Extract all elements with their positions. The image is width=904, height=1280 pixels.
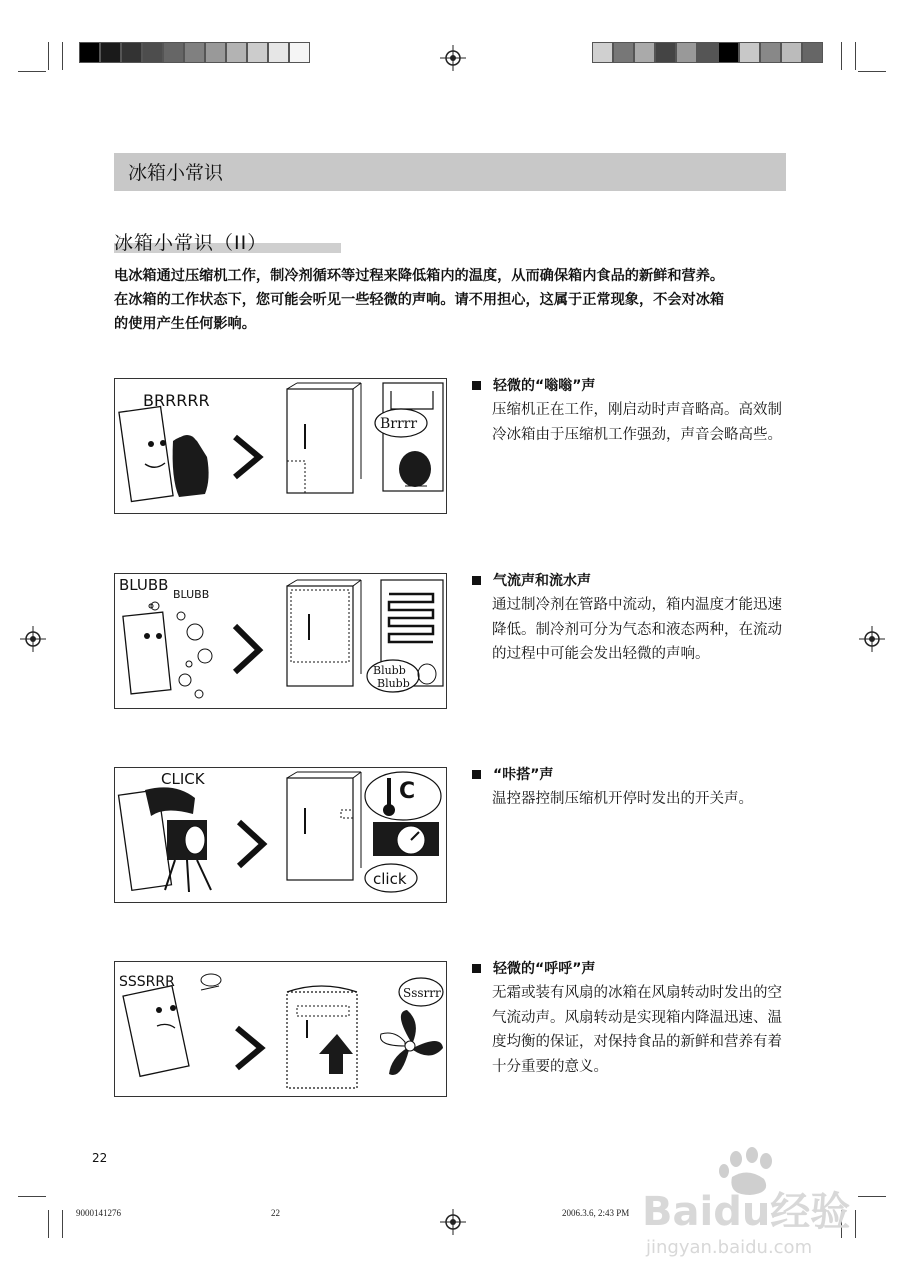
bubble-text: Blubb (377, 677, 410, 690)
item-flow (472, 570, 792, 667)
watermark-url: jingyan.baidu.com (646, 1237, 813, 1258)
intro-line: 电冰箱通过压缩机工作，制冷剂循环等过程来降低箱内的温度，从而确保箱内食品的新鲜和营养。 (114, 268, 725, 284)
bubble-text: Blubb (373, 664, 406, 677)
registration-target-icon (859, 626, 885, 652)
bubble-text: Brrrr (380, 416, 418, 432)
sound-text-big: BRRRRR (143, 391, 210, 410)
intro-line: 在冰箱的工作状态下，您可能会听见一些轻微的声响。请不用担心，这属于正常现象，不会对冰箱 (114, 292, 725, 308)
bullet-icon (472, 381, 481, 390)
sound-text-big: CLICK (161, 770, 205, 788)
subtitle: 冰箱小常识（II） (114, 232, 268, 254)
item-heading: 轻微的“嗡嗡”声 (493, 378, 596, 394)
bullet-icon (472, 964, 481, 973)
item-heading: 轻微的“呼呼”声 (493, 961, 596, 977)
bullet-icon (472, 770, 481, 779)
footer-page: 22 (271, 1208, 280, 1218)
intro-line: 的使用产生任何影响。 (114, 316, 256, 332)
bullet-icon (472, 576, 481, 585)
bubble-text: click (373, 870, 407, 888)
item-heading: 气流声和流水声 (493, 573, 591, 589)
item-description: 通过制冷剂在管路中流动，箱内温度才能迅速降低。制冷剂可分为气态和液态两种，在流动的过程中可能会发出轻微的声响。 (492, 597, 782, 662)
registration-target-icon (440, 1209, 466, 1235)
page-number: 22 (92, 1151, 108, 1165)
watermark-brand: Baidu经验 (642, 1189, 851, 1235)
item-humming (472, 375, 792, 447)
thermo-unit: C (399, 779, 416, 804)
color-calibration-bar-left (79, 42, 310, 63)
intro-paragraph (114, 264, 790, 336)
section-title: 冰箱小常识 (128, 162, 224, 184)
item-fan (472, 958, 792, 1079)
registration-target-icon (20, 626, 46, 652)
illustration-fan (114, 961, 447, 1097)
item-description: 无霜或装有风扇的冰箱在风扇转动时发出的空气流动声。风扇转动是实现箱内降温迅速、温度均衡的保证，对保持食品的新鲜和营养有着十分重要的意义。 (492, 985, 782, 1075)
baidu-watermark (632, 1145, 882, 1275)
item-description: 压缩机正在工作，刚启动时声音略高。高效制冷冰箱由于压缩机工作强劲，声音会略高些。 (492, 402, 782, 443)
illustration-humming (114, 378, 447, 514)
item-description: 温控器控制压缩机开停时发出的开关声。 (492, 791, 753, 807)
registration-target-icon (440, 45, 466, 71)
sound-text-small: BLUBB (173, 588, 210, 601)
item-click (472, 764, 792, 812)
item-heading: “咔搭”声 (493, 767, 554, 783)
sound-text-big: SSSRRR (119, 974, 175, 990)
color-calibration-bar-right (592, 42, 823, 63)
sound-text-big: BLUBB (119, 576, 169, 594)
illustration-flow (114, 573, 447, 709)
footer-datetime: 2006.3.6, 2:43 PM (562, 1208, 630, 1218)
bubble-text: Sssrrr (403, 986, 441, 1000)
illustration-click (114, 767, 447, 903)
footer-code: 9000141276 (76, 1208, 121, 1218)
